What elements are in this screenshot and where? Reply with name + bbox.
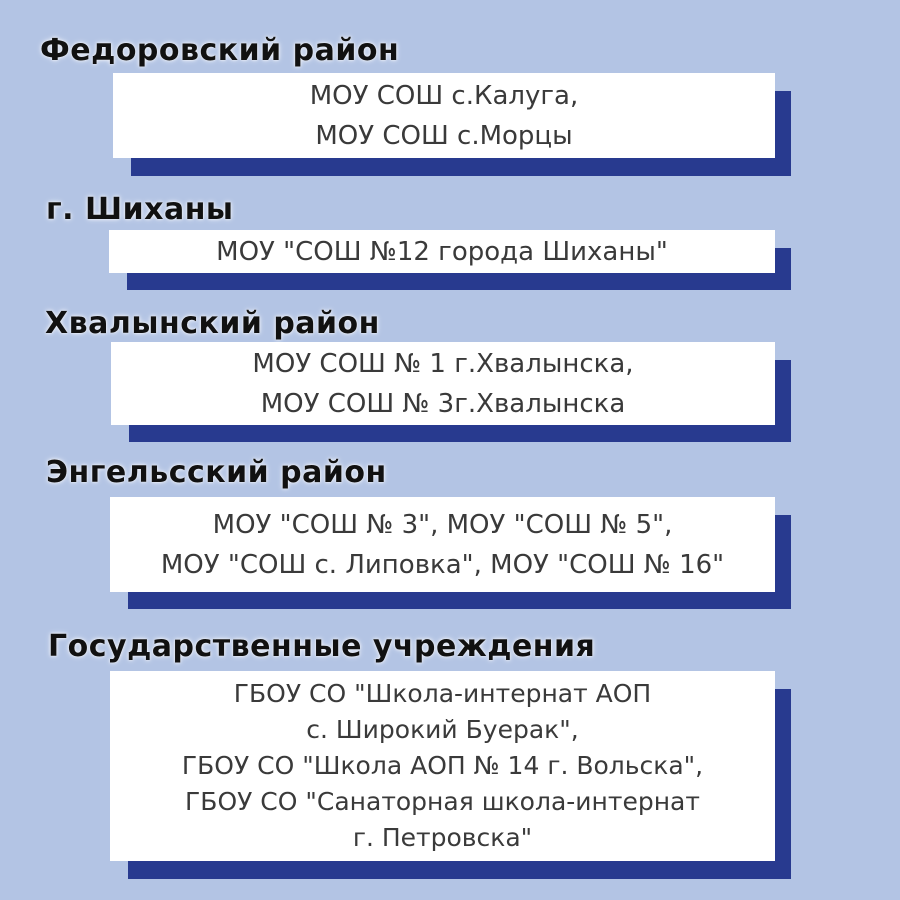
card-state-institutions [110,671,775,861]
school-line: МОУ СОШ № 1 г.Хвалынска, [252,348,634,379]
card-khvalynsky [111,342,775,425]
school-line: МОУ "СОШ с. Липовка", МОУ "СОШ № 16" [160,549,725,580]
section-heading-engelssky: Энгельсский район [46,455,387,490]
school-line: г. Петровска" [352,823,533,852]
school-line: МОУ "СОШ №12 города Шиханы" [216,236,668,267]
section-heading-shikhany: г. Шиханы [46,192,234,227]
card-shikhany [109,230,775,273]
section-heading-fedorovsky: Федоровский район [40,33,400,68]
school-line: ГБОУ СО "Санаторная школа-интернат [185,787,700,816]
school-line: МОУ СОШ № 3г.Хвалынска [260,388,626,419]
school-line: МОУ СОШ с.Морцы [315,120,573,151]
card-fedorovsky [113,73,775,158]
section-heading-state-institutions: Государственные учреждения [48,629,596,664]
school-line: МОУ СОШ с.Калуга, [309,80,579,111]
school-line: ГБОУ СО "Школа-интернат АОП [233,679,652,708]
section-heading-khvalynsky: Хвалынский район [45,306,380,341]
school-line: МОУ "СОШ № 3", МОУ "СОШ № 5", [212,509,673,540]
school-line: с. Широкий Буерак", [306,715,579,744]
school-line: ГБОУ СО "Школа АОП № 14 г. Вольска", [181,751,704,780]
card-engelssky [110,497,775,592]
